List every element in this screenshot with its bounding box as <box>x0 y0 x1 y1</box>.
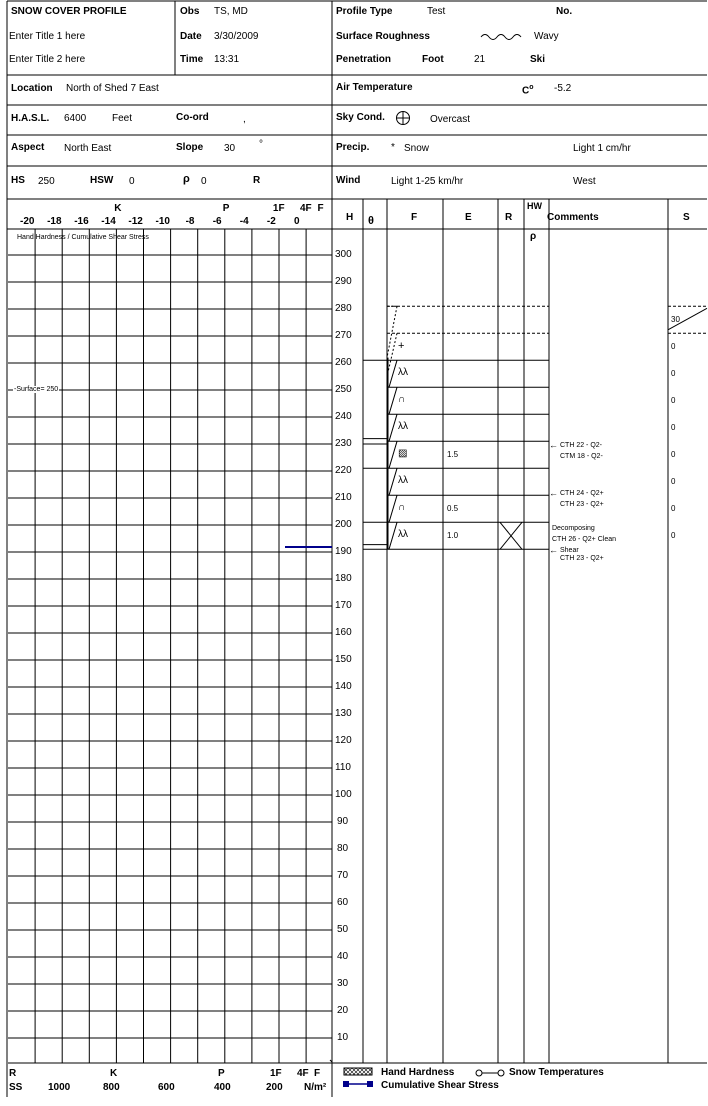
shear-value: 0 <box>671 368 676 378</box>
hardness-profile-line <box>389 360 397 387</box>
hasl-value: 6400 <box>64 113 87 124</box>
shear-value: 0 <box>671 395 676 405</box>
col-theta: θ <box>368 215 374 227</box>
height-tick-label: 270 <box>335 330 352 341</box>
slope-value: 30 <box>224 143 236 154</box>
shear-value: 0 <box>671 476 676 486</box>
footer-k-label: K <box>110 1068 118 1079</box>
temp-tick-label: -20 <box>20 216 35 227</box>
footer-1f-label: 1F <box>270 1068 282 1079</box>
hardness-profile-line <box>389 414 397 441</box>
height-tick-label: 220 <box>335 465 352 476</box>
hasl-label: H.A.S.L. <box>11 113 50 124</box>
height-tick-label: 10 <box>337 1032 349 1043</box>
temp-tick-label: 0 <box>294 216 300 227</box>
precip-value: Snow <box>404 143 430 154</box>
wind-direction: West <box>573 176 596 187</box>
height-tick-label: 260 <box>335 357 352 368</box>
legend-hardness: Hand Hardness <box>381 1067 455 1078</box>
grain-form-symbol: + <box>398 339 405 352</box>
height-tick-label: 90 <box>337 816 349 827</box>
sky-overcast-icon <box>395 110 411 126</box>
comment-text: CTH 26 - Q2+ Clean <box>552 536 616 544</box>
hsw-value: 0 <box>129 176 135 187</box>
foot-value: 21 <box>474 54 486 65</box>
temp-tick-label: -10 <box>155 216 170 227</box>
height-tick-label: 130 <box>335 708 352 719</box>
comment-arrow: ← <box>549 439 558 450</box>
date-label: Date <box>180 31 202 42</box>
temp-tick-label: -14 <box>101 216 116 227</box>
wind-label: Wind <box>336 175 361 186</box>
rho-value: 0 <box>201 176 207 187</box>
obs-label: Obs <box>180 6 200 17</box>
col-e: E <box>465 212 472 223</box>
temp-tick-label: -4 <box>239 216 249 227</box>
precip-symbol: * <box>391 142 395 153</box>
comment-text: Decomposing <box>552 525 595 533</box>
height-tick-label: 290 <box>335 276 352 287</box>
height-tick-label: 300 <box>335 249 352 260</box>
hsw-label: HSW <box>90 175 114 186</box>
height-tick-label: 210 <box>335 492 352 503</box>
height-tick-label: 160 <box>335 627 352 638</box>
shear-value: 30 <box>671 314 680 324</box>
grain-form-symbol: λλ <box>398 474 408 486</box>
title-2: Enter Title 2 here <box>9 54 86 65</box>
height-tick-label: 120 <box>335 735 352 746</box>
col-r: R <box>505 212 513 223</box>
footer-4f-label: 4F <box>297 1068 309 1079</box>
date-value: 3/30/2009 <box>214 31 259 42</box>
legend-temps: Snow Temperatures <box>509 1067 604 1078</box>
hs-value: 250 <box>38 176 55 187</box>
height-tick-label: 50 <box>337 924 349 935</box>
aspect-label: Aspect <box>11 142 45 153</box>
comment-text: CTH 24 - Q2+ <box>560 490 604 498</box>
footer-ss-unit: N/m² <box>304 1082 327 1093</box>
height-tick-label: 180 <box>335 573 352 584</box>
r-label: R <box>253 175 261 186</box>
height-tick-label: 240 <box>335 411 352 422</box>
hardness-letter: K <box>114 203 122 214</box>
grain-form-symbol: λλ <box>398 366 408 378</box>
time-value: 13:31 <box>214 54 240 65</box>
shear-value: 0 <box>671 422 676 432</box>
ss-value: 1000 <box>48 1082 71 1093</box>
sky-value: Overcast <box>430 114 471 125</box>
height-tick-label: 190 <box>335 546 352 557</box>
height-tick-label: 280 <box>335 303 352 314</box>
temp-tick-label: -18 <box>47 216 62 227</box>
hardness-letter: P <box>222 203 230 214</box>
height-tick-label: 150 <box>335 654 352 665</box>
grain-form-symbol: λλ <box>398 420 408 432</box>
air-temp-value: -5.2 <box>554 83 572 94</box>
location-label: Location <box>11 83 53 94</box>
hasl-unit: Feet <box>112 113 133 124</box>
legend-temps-icon <box>474 1068 506 1078</box>
slope-unit: ° <box>259 139 263 150</box>
coord-label: Co-ord <box>176 112 209 123</box>
grain-size-value: 1.5 <box>447 449 459 459</box>
height-tick-label: 80 <box>337 843 349 854</box>
surface-label: -Surface= 250 <box>14 386 59 393</box>
precip-label: Precip. <box>336 142 370 153</box>
col-s: S <box>683 212 690 223</box>
precip-rate: Light 1 cm/hr <box>573 143 631 154</box>
rho-label: ρ <box>183 173 190 185</box>
grain-size-value: 0.5 <box>447 503 459 513</box>
grain-form-symbol: ▨ <box>398 447 408 459</box>
height-tick-label: 70 <box>337 870 349 881</box>
ss-value: 600 <box>158 1082 175 1093</box>
comment-arrow: ← <box>549 545 558 555</box>
temp-tick-label: -8 <box>185 216 195 227</box>
hardness-profile-line <box>389 441 397 468</box>
time-label: Time <box>180 54 204 65</box>
hardness-profile-line <box>389 495 397 522</box>
air-temp-label: Air Temperature <box>336 82 413 93</box>
hs-label: HS <box>11 175 25 186</box>
shear-value: 0 <box>671 503 676 513</box>
comment-text: CTM 18 - Q2- <box>560 452 603 460</box>
height-tick-label: 110 <box>335 762 351 773</box>
penetration-label: Penetration <box>336 54 392 65</box>
grain-form-symbol: ∩ <box>398 501 406 513</box>
wind-value: Light 1-25 km/hr <box>391 176 464 187</box>
aspect-value: North East <box>64 143 112 154</box>
temp-tick-label: -2 <box>266 216 276 227</box>
legend-shear: Cumulative Shear Stress <box>381 1080 499 1091</box>
temp-tick-label: -6 <box>212 216 222 227</box>
shear-value: 0 <box>671 449 676 459</box>
comment-text: CTH 23 - Q2+ <box>560 555 604 563</box>
legend-hardness-icon <box>342 1066 374 1090</box>
grain-size-value: 1.0 <box>447 530 459 540</box>
height-tick-label: 250 <box>335 384 352 395</box>
hardness-profile-line <box>389 387 397 414</box>
profile-type-value: Test <box>427 6 446 17</box>
col-rho: ρ <box>530 231 537 242</box>
location-value: North of Shed 7 East <box>66 83 159 94</box>
footer-p-label: P <box>218 1068 225 1079</box>
roughness-value: Wavy <box>534 31 559 42</box>
col-hw: HW <box>527 201 542 211</box>
comment-arrow: ← <box>549 488 558 499</box>
height-tick-label: 230 <box>335 438 352 449</box>
ski-label: Ski <box>530 54 546 65</box>
height-tick-label: 30 <box>337 978 349 989</box>
air-temp-unit: $C^o$ <box>522 84 534 97</box>
roughness-label: Surface Roughness <box>336 31 430 42</box>
height-tick-label: 20 <box>337 1005 349 1016</box>
coord-value: , <box>243 114 246 125</box>
col-f: F <box>411 212 418 223</box>
hardness-letter: 4F <box>300 203 312 214</box>
obs-value: TS, MD <box>214 6 248 17</box>
sky-label: Sky Cond. <box>336 112 385 123</box>
temp-tick-label: -12 <box>128 216 143 227</box>
height-tick-label: 140 <box>335 681 352 692</box>
wavy-roughness-icon <box>480 31 524 43</box>
height-tick-label: 40 <box>337 951 349 962</box>
hardness-profile-line <box>389 522 397 549</box>
profile-title: SNOW COVER PROFILE <box>11 6 127 17</box>
chart-subtitle: Hand Hardness / Cumulative Shear Stress <box>17 234 149 241</box>
hardness-letter: F <box>317 203 324 214</box>
grain-form-symbol: ∩ <box>398 393 406 405</box>
foot-label: Foot <box>422 54 444 65</box>
grain-form-symbol: λλ <box>398 528 408 540</box>
temp-tick-label: -16 <box>74 216 89 227</box>
height-tick-label: 100 <box>335 789 352 800</box>
footer-ss-label: SS <box>9 1082 23 1093</box>
ss-value: 400 <box>214 1082 231 1093</box>
height-tick-label: 170 <box>335 600 352 611</box>
height-tick-label: 60 <box>337 897 349 908</box>
slope-label: Slope <box>176 142 204 153</box>
hardness-letter: 1F <box>272 203 285 214</box>
ss-value: 800 <box>103 1082 120 1093</box>
profile-type-label: Profile Type <box>336 6 393 17</box>
shear-value: 0 <box>671 341 676 351</box>
ss-value: 200 <box>266 1082 283 1093</box>
col-h: H <box>346 212 354 223</box>
comment-text: Shear <box>560 547 579 554</box>
shear-value: 0 <box>671 530 676 540</box>
footer-r-label: R <box>9 1068 17 1079</box>
height-tick-label: 200 <box>335 519 352 530</box>
hardness-profile-line <box>389 468 397 495</box>
footer-f-label: F <box>314 1068 321 1079</box>
title-1: Enter Title 1 here <box>9 31 86 42</box>
comment-text: CTH 23 - Q2+ <box>560 501 604 509</box>
col-comments: Comments <box>547 212 599 223</box>
no-label: No. <box>556 6 573 17</box>
comment-text: CTH 22 - Q2- <box>560 441 603 449</box>
